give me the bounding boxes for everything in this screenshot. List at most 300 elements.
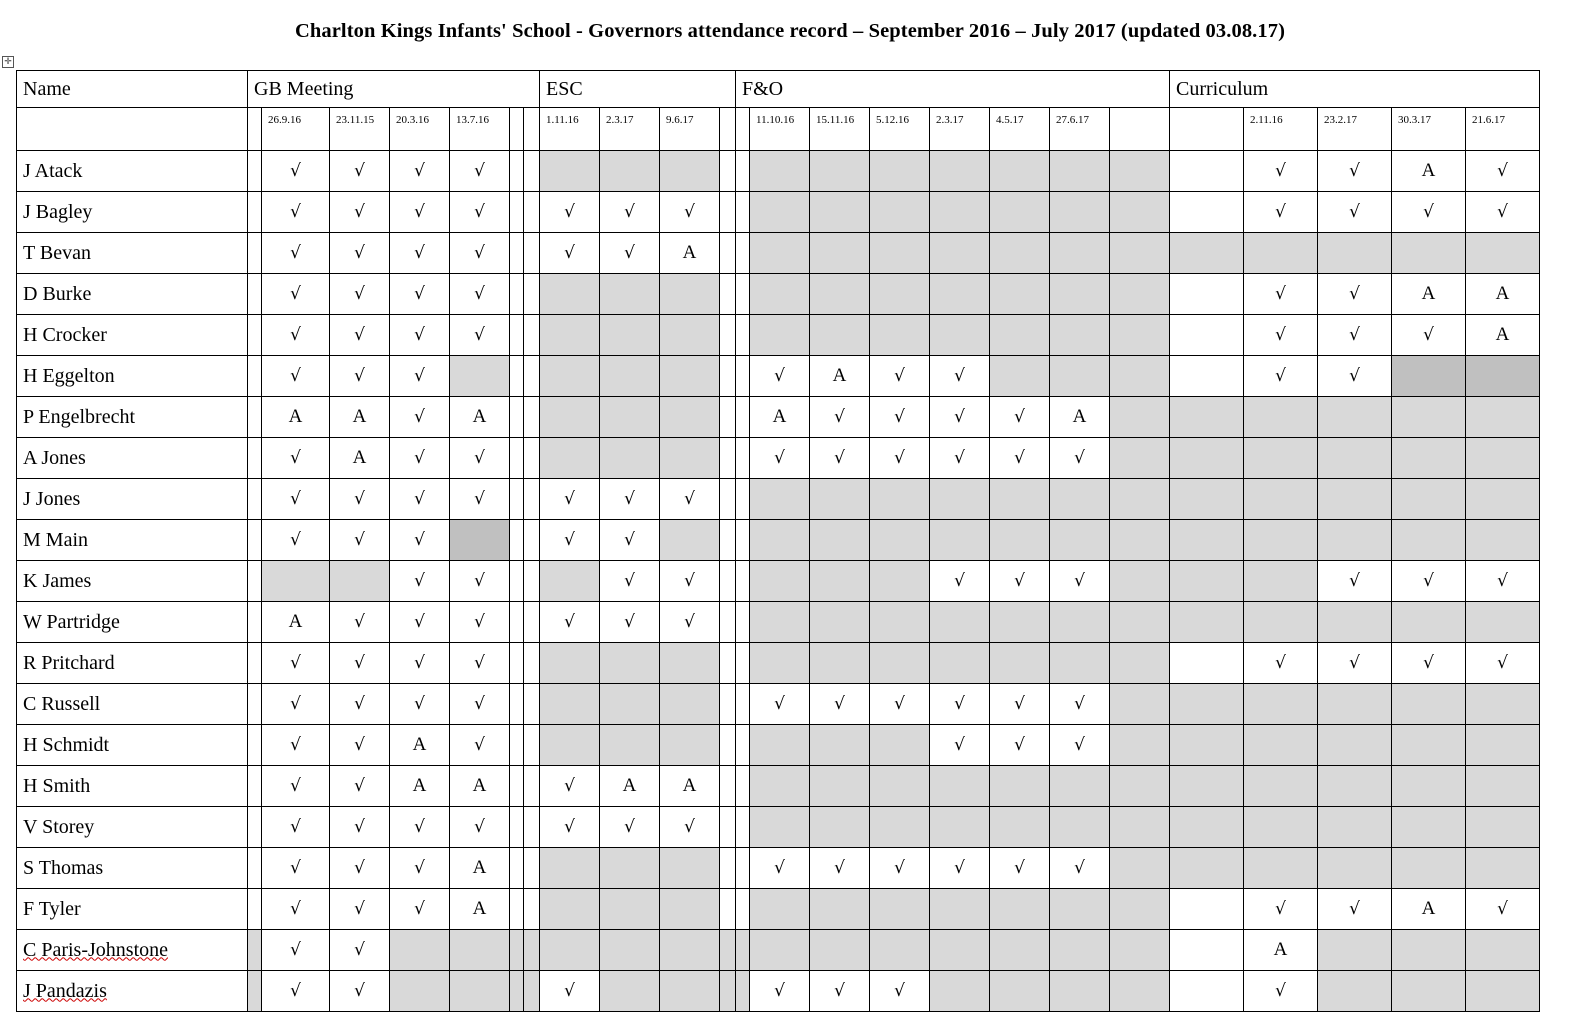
governor-name <box>17 192 248 233</box>
attendance-cell <box>1466 930 1540 971</box>
attendance-cell <box>600 520 660 561</box>
attendance-cell <box>990 397 1050 438</box>
attendance-cell <box>750 561 810 602</box>
attendance-cell <box>600 602 660 643</box>
governor-name-text: F Tyler <box>23 897 81 920</box>
attendance-cell <box>1466 684 1540 725</box>
attendance-cell <box>1318 397 1392 438</box>
attendance-cell <box>990 848 1050 889</box>
spacer-cell <box>736 479 750 520</box>
attendance-cell <box>930 766 990 807</box>
attendance-cell <box>1244 684 1318 725</box>
attendance-cell <box>1244 397 1318 438</box>
governor-name-text: A Jones <box>23 446 86 469</box>
spacer-cell <box>524 274 540 315</box>
present-mark: √ <box>834 694 845 714</box>
present-mark: √ <box>894 858 905 878</box>
present-mark: √ <box>1349 161 1360 181</box>
attendance-cell <box>1318 643 1392 684</box>
attendance-cell <box>750 889 810 930</box>
present-mark: √ <box>414 243 425 263</box>
table-row <box>17 930 1540 971</box>
group-header: GB Meeting <box>248 71 540 108</box>
spacer-cell <box>1110 520 1170 561</box>
present-mark: √ <box>290 858 301 878</box>
header-spacer-cell <box>1170 108 1244 151</box>
present-mark: √ <box>290 817 301 837</box>
present-mark: √ <box>954 571 965 591</box>
spacer-cell <box>720 315 736 356</box>
attendance-cell <box>750 848 810 889</box>
spacer-cell <box>524 602 540 643</box>
attendance-cell <box>1244 520 1318 561</box>
spacer-cell <box>1110 766 1170 807</box>
attendance-cell <box>600 274 660 315</box>
attendance-cell <box>1244 848 1318 889</box>
attendance-cell <box>600 438 660 479</box>
spacer-cell <box>524 766 540 807</box>
attendance-cell <box>930 848 990 889</box>
present-mark: √ <box>354 899 365 919</box>
governor-name-text: R Pritchard <box>23 651 115 674</box>
date-header: 20.3.16 <box>390 108 450 151</box>
present-mark: √ <box>290 161 301 181</box>
attendance-cell <box>810 561 870 602</box>
absent-mark: A <box>472 775 487 796</box>
attendance-cell <box>600 479 660 520</box>
spacer-cell <box>1170 930 1244 971</box>
absent-mark: A <box>472 857 487 878</box>
present-mark: √ <box>354 940 365 960</box>
present-mark: √ <box>354 858 365 878</box>
present-mark: √ <box>1074 571 1085 591</box>
present-mark: √ <box>474 161 485 181</box>
attendance-cell <box>750 438 810 479</box>
table-row <box>17 602 1540 643</box>
governor-name-text: J Pandazis <box>23 979 107 1002</box>
attendance-cell <box>1392 930 1466 971</box>
attendance-cell <box>600 643 660 684</box>
attendance-cell <box>450 684 510 725</box>
spacer-cell <box>720 479 736 520</box>
attendance-cell <box>1050 725 1110 766</box>
spacer-cell <box>524 889 540 930</box>
attendance-cell <box>540 233 600 274</box>
date-header: 1.11.16 <box>540 108 600 151</box>
absent-mark: A <box>1421 283 1436 304</box>
attendance-cell <box>990 438 1050 479</box>
present-mark: √ <box>354 694 365 714</box>
spacer-cell <box>1110 561 1170 602</box>
spacer-cell <box>510 930 524 971</box>
table-row <box>17 356 1540 397</box>
attendance-cell <box>540 561 600 602</box>
attendance-cell <box>1244 151 1318 192</box>
absent-mark: A <box>1421 898 1436 919</box>
spacer-cell <box>1110 233 1170 274</box>
attendance-cell <box>1050 151 1110 192</box>
attendance-cell <box>870 315 930 356</box>
attendance-cell <box>810 479 870 520</box>
governor-name <box>17 684 248 725</box>
spacer-cell <box>736 848 750 889</box>
attendance-cell <box>1466 807 1540 848</box>
attendance-cell <box>750 930 810 971</box>
absent-mark: A <box>1495 324 1510 345</box>
attendance-cell <box>810 520 870 561</box>
table-row <box>17 192 1540 233</box>
attendance-cell <box>1392 397 1466 438</box>
attendance-cell <box>450 643 510 684</box>
present-mark: √ <box>474 571 485 591</box>
attendance-cell <box>330 438 390 479</box>
present-mark: √ <box>564 489 575 509</box>
spacer-cell <box>248 725 262 766</box>
spacer-cell <box>736 930 750 971</box>
spacer-cell <box>1110 684 1170 725</box>
attendance-cell <box>600 233 660 274</box>
attendance-cell <box>870 356 930 397</box>
attendance-cell <box>1318 151 1392 192</box>
present-mark: √ <box>1275 325 1286 345</box>
date-header: 30.3.17 <box>1392 108 1466 151</box>
attendance-cell <box>870 848 930 889</box>
present-mark: √ <box>474 448 485 468</box>
spacer-cell <box>510 192 524 233</box>
attendance-cell <box>990 520 1050 561</box>
attendance-cell <box>450 356 510 397</box>
attendance-cell <box>1466 397 1540 438</box>
attendance-cell <box>330 315 390 356</box>
attendance-cell <box>990 684 1050 725</box>
present-mark: √ <box>954 407 965 427</box>
present-mark: √ <box>1074 694 1085 714</box>
attendance-cell <box>540 684 600 725</box>
spacer-cell <box>510 643 524 684</box>
spacer-cell <box>1110 438 1170 479</box>
spacer-cell <box>524 397 540 438</box>
attendance-cell <box>870 438 930 479</box>
spacer-cell <box>524 151 540 192</box>
present-mark: √ <box>290 448 301 468</box>
present-mark: √ <box>954 735 965 755</box>
attendance-cell <box>1466 725 1540 766</box>
attendance-cell <box>1318 766 1392 807</box>
attendance-cell <box>1244 643 1318 684</box>
present-mark: √ <box>1275 161 1286 181</box>
attendance-cell <box>600 889 660 930</box>
spacer-cell <box>1110 397 1170 438</box>
attendance-cell <box>540 889 600 930</box>
present-mark: √ <box>1275 981 1286 1001</box>
attendance-cell <box>930 930 990 971</box>
attendance-cell <box>330 602 390 643</box>
spacer-cell <box>1110 315 1170 356</box>
governor-name-text: J Jones <box>23 487 81 510</box>
present-mark: √ <box>414 899 425 919</box>
attendance-cell <box>600 684 660 725</box>
governor-name <box>17 889 248 930</box>
spacer-cell <box>248 520 262 561</box>
present-mark: √ <box>290 735 301 755</box>
present-mark: √ <box>1423 571 1434 591</box>
spacer-cell <box>1110 889 1170 930</box>
governor-name-text: T Bevan <box>23 241 91 264</box>
present-mark: √ <box>290 653 301 673</box>
spacer-cell <box>510 889 524 930</box>
attendance-cell <box>450 274 510 315</box>
attendance-cell <box>450 192 510 233</box>
attendance-cell <box>330 397 390 438</box>
spacer-cell <box>736 192 750 233</box>
present-mark: √ <box>1014 448 1025 468</box>
governor-name <box>17 561 248 602</box>
date-header: 15.11.16 <box>810 108 870 151</box>
table-move-handle-icon[interactable]: ✛ <box>2 56 14 68</box>
spacer-cell <box>510 520 524 561</box>
present-mark: √ <box>1349 653 1360 673</box>
present-mark: √ <box>1014 571 1025 591</box>
present-mark: √ <box>1497 653 1508 673</box>
attendance-cell <box>1244 233 1318 274</box>
spacer-cell <box>736 315 750 356</box>
attendance-cell <box>390 192 450 233</box>
attendance-cell <box>660 930 720 971</box>
attendance-cell <box>990 479 1050 520</box>
group-header: F&O <box>736 71 1170 108</box>
table-row <box>17 807 1540 848</box>
present-mark: √ <box>354 325 365 345</box>
attendance-cell <box>330 930 390 971</box>
present-mark: √ <box>1423 325 1434 345</box>
spacer-cell <box>248 561 262 602</box>
present-mark: √ <box>1349 899 1360 919</box>
attendance-cell <box>540 971 600 1012</box>
attendance-cell <box>390 561 450 602</box>
attendance-cell <box>450 848 510 889</box>
absent-mark: A <box>1421 160 1436 181</box>
present-mark: √ <box>894 407 905 427</box>
spacer-cell <box>1170 192 1244 233</box>
present-mark: √ <box>354 530 365 550</box>
attendance-cell <box>450 151 510 192</box>
spacer-cell <box>524 684 540 725</box>
attendance-cell <box>540 151 600 192</box>
present-mark: √ <box>414 161 425 181</box>
present-mark: √ <box>624 817 635 837</box>
attendance-cell <box>1466 479 1540 520</box>
present-mark: √ <box>414 694 425 714</box>
attendance-cell <box>450 561 510 602</box>
present-mark: √ <box>954 448 965 468</box>
attendance-cell <box>1050 684 1110 725</box>
spacer-cell <box>1110 930 1170 971</box>
spacer-cell <box>1170 233 1244 274</box>
attendance-cell <box>330 151 390 192</box>
document-title: Charlton Kings Infants' School - Governors attendance record – September 2016 – July 2017 (updated 03.08.17) <box>294 20 1286 42</box>
present-mark: √ <box>290 202 301 222</box>
attendance-cell <box>660 725 720 766</box>
present-mark: √ <box>894 366 905 386</box>
present-mark: √ <box>1497 202 1508 222</box>
governor-name <box>17 602 248 643</box>
present-mark: √ <box>624 243 635 263</box>
attendance-cell <box>1392 971 1466 1012</box>
attendance-cell <box>870 397 930 438</box>
attendance-cell <box>1466 889 1540 930</box>
present-mark: √ <box>564 243 575 263</box>
attendance-cell <box>600 766 660 807</box>
attendance-cell <box>810 397 870 438</box>
present-mark: √ <box>290 284 301 304</box>
attendance-cell <box>660 356 720 397</box>
spacer-cell <box>510 438 524 479</box>
governor-name <box>17 971 248 1012</box>
present-mark: √ <box>414 858 425 878</box>
attendance-cell <box>450 602 510 643</box>
spacer-cell <box>524 356 540 397</box>
spacer-cell <box>524 315 540 356</box>
attendance-cell <box>1392 356 1466 397</box>
present-mark: √ <box>474 284 485 304</box>
attendance-cell <box>930 684 990 725</box>
attendance-cell <box>262 397 330 438</box>
absent-mark: A <box>682 775 697 796</box>
present-mark: √ <box>774 981 785 1001</box>
present-mark: √ <box>474 325 485 345</box>
absent-mark: A <box>1072 406 1087 427</box>
attendance-cell <box>1392 766 1466 807</box>
spacer-cell <box>736 151 750 192</box>
attendance-cell <box>990 766 1050 807</box>
attendance-cell <box>330 561 390 602</box>
attendance-cell <box>1244 274 1318 315</box>
governor-name-text: H Smith <box>23 774 91 797</box>
spacer-cell <box>720 807 736 848</box>
attendance-cell <box>390 930 450 971</box>
absent-mark: A <box>622 775 637 796</box>
attendance-cell <box>1466 766 1540 807</box>
attendance-cell <box>810 274 870 315</box>
spacer-cell <box>720 889 736 930</box>
attendance-cell <box>1318 725 1392 766</box>
present-mark: √ <box>1497 161 1508 181</box>
attendance-cell <box>390 438 450 479</box>
spacer-cell <box>510 397 524 438</box>
spacer-cell <box>1110 971 1170 1012</box>
spacer-cell <box>736 684 750 725</box>
header-spacer-cell <box>720 108 736 151</box>
attendance-cell <box>1318 602 1392 643</box>
attendance-cell <box>1318 192 1392 233</box>
attendance-cell <box>1244 807 1318 848</box>
date-header: 23.11.15 <box>330 108 390 151</box>
spacer-cell <box>720 725 736 766</box>
name-column-header: Name <box>17 71 248 108</box>
present-mark: √ <box>354 489 365 509</box>
spacer-cell <box>736 971 750 1012</box>
attendance-cell <box>450 930 510 971</box>
attendance-cell <box>1050 930 1110 971</box>
present-mark: √ <box>1014 858 1025 878</box>
attendance-cell <box>450 889 510 930</box>
attendance-cell <box>1392 643 1466 684</box>
attendance-cell <box>1050 479 1110 520</box>
attendance-cell <box>330 848 390 889</box>
governor-name-text: J Bagley <box>23 200 93 223</box>
attendance-cell <box>750 807 810 848</box>
spacer-cell <box>1170 151 1244 192</box>
spacer-cell <box>1170 520 1244 561</box>
attendance-cell <box>1392 684 1466 725</box>
attendance-cell <box>390 602 450 643</box>
attendance-cell <box>540 356 600 397</box>
present-mark: √ <box>354 202 365 222</box>
attendance-cell <box>1392 889 1466 930</box>
table-row <box>17 274 1540 315</box>
attendance-cell <box>450 807 510 848</box>
attendance-cell <box>262 930 330 971</box>
attendance-cell <box>1050 315 1110 356</box>
governor-name-text: C Paris-Johnstone <box>23 938 168 961</box>
attendance-cell <box>540 725 600 766</box>
spacer-cell <box>510 479 524 520</box>
attendance-cell <box>750 479 810 520</box>
attendance-cell <box>1466 848 1540 889</box>
attendance-cell <box>870 725 930 766</box>
spacer-cell <box>510 561 524 602</box>
present-mark: √ <box>354 735 365 755</box>
present-mark: √ <box>1497 899 1508 919</box>
attendance-cell <box>1050 889 1110 930</box>
present-mark: √ <box>290 776 301 796</box>
attendance-cell <box>990 643 1050 684</box>
attendance-cell <box>390 971 450 1012</box>
spacer-cell <box>736 520 750 561</box>
present-mark: √ <box>774 448 785 468</box>
attendance-cell <box>930 315 990 356</box>
attendance-cell <box>1392 274 1466 315</box>
present-mark: √ <box>624 202 635 222</box>
attendance-cell <box>660 561 720 602</box>
attendance-cell <box>660 971 720 1012</box>
spacer-cell <box>1110 356 1170 397</box>
governor-name-text: K James <box>23 569 92 592</box>
attendance-cell <box>750 397 810 438</box>
spacer-cell <box>248 889 262 930</box>
attendance-cell <box>1466 274 1540 315</box>
attendance-cell <box>330 356 390 397</box>
spacer-cell <box>1170 602 1244 643</box>
governor-name <box>17 848 248 889</box>
attendance-cell <box>810 315 870 356</box>
present-mark: √ <box>1014 694 1025 714</box>
governor-name <box>17 151 248 192</box>
governor-name-text: J Atack <box>23 159 83 182</box>
present-mark: √ <box>1074 448 1085 468</box>
spacer-cell <box>1170 315 1244 356</box>
present-mark: √ <box>354 366 365 386</box>
governor-name-text: H Eggelton <box>23 364 115 387</box>
spacer-cell <box>510 971 524 1012</box>
attendance-cell <box>1318 561 1392 602</box>
attendance-cell <box>450 438 510 479</box>
present-mark: √ <box>290 981 301 1001</box>
absent-mark: A <box>1495 283 1510 304</box>
spacer-cell <box>248 356 262 397</box>
governor-name <box>17 930 248 971</box>
spacer-cell <box>720 766 736 807</box>
